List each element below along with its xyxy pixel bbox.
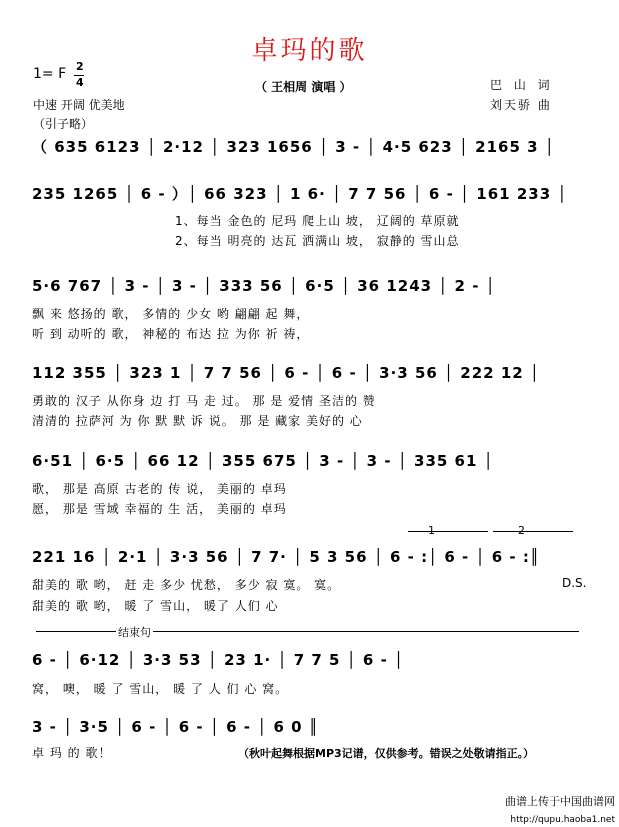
transcription-note: （秋叶起舞根据MP3记谱，仅供参考。错误之处敬请指正。） [238,747,535,760]
volta-1-label: 1 [428,524,435,537]
lyrics-line-6-verse-1: 甜美的 歌 哟， 赶 走 多少 忧愁， 多少 寂 寞。 寞。 [32,578,341,592]
time-bottom: 4 [76,76,84,89]
notation-line-8: 3 - │ 3·5 │ 6 - │ 6 - │ 6 - │ 6 0 ║ [32,718,319,736]
volta-bracket-1 [408,531,488,532]
notation-line-3: 5·6 767 │ 3 - │ 3 - │ 333 56 │ 6·5 │ 36 1243 │ 2 - │ [32,277,496,295]
lyrics-line-5-verse-2: 愿， 那是 雪域 幸福的 生 活， 美丽的 卓玛 [32,502,287,516]
footer-url[interactable]: http://qupu.haoba1.net [510,815,615,825]
lyrics-line-4-verse-1: 勇敢的 汉子 从你身 边 打 马 走 过。 那 是 爱情 圣洁的 赞 [32,394,376,408]
performer: （ 王相周 演唱 ） [255,80,352,94]
footer-text: 曲谱上传于中国曲谱网 [505,795,615,808]
lyrics-line-3-verse-1: 飘 来 悠扬的 歌， 多情的 少女 哟 翩翩 起 舞， [32,307,310,321]
key-signature: 1= F [33,66,67,82]
notation-line-1: （ 635 6123 │ 2·12 │ 323 1656 │ 3 - │ 4·5 623 │ 2165 3 │ [32,138,555,156]
lyrics-line-7: 窝， 噢， 暖 了 雪山， 暖 了 人 们 心 窝。 [32,682,289,696]
lyrics-line-6-verse-2: 甜美的 歌 哟， 暖 了 雪山， 暖了 人们 心 [32,599,279,613]
intro-note: （引子略） [33,117,94,131]
lyrics-line-3-verse-2: 听 到 动听的 歌， 神秘的 布达 拉 为你 祈 祷， [32,327,310,341]
lyrics-line-2-verse-1: 1、每当 金色的 尼玛 爬上山 坡， 辽阔的 草原就 [175,214,460,228]
tempo-marking: 中速 开阔 优美地 [33,98,125,112]
time-top: 2 [76,60,84,73]
volta-bracket-2 [493,531,573,532]
lyrics-line-2-verse-2: 2、每当 明亮的 达瓦 洒满山 坡， 寂静的 雪山总 [175,234,460,248]
notation-line-7: 6 - │ 6·12 │ 3·3 53 │ 23 1· │ 7 7 5 │ 6 - │ [32,651,405,669]
notation-line-2: 235 1265 │ 6 - ）│ 66 323 │ 1 6· │ 7 7 56 │ 6 - │ 161 233 │ [32,185,568,203]
notation-line-4: 112 355 │ 323 1 │ 7 7 56 │ 6 - │ 6 - │ 3·3 56 │ 222 12 │ [32,364,540,382]
lyrics-line-8: 卓 玛 的 歌！ [32,746,112,760]
dal-segno: D.S. [562,576,587,590]
lyrics-line-5-verse-1: 歌， 那是 高原 古老的 传 说， 美丽的 卓玛 [32,482,287,496]
composer: 刘天骄 曲 [490,98,552,112]
ending-label: 结束句 [118,626,151,639]
notation-line-5: 6·51 │ 6·5 │ 66 12 │ 355 675 │ 3 - │ 3 - │ 335 61 │ [32,452,494,470]
song-title: 卓玛的歌 [251,36,368,66]
lyrics-line-4-verse-2: 清清的 拉萨河 为 你 默 默 诉 说。 那 是 藏家 美好的 心 [32,414,363,428]
volta-2-label: 2 [518,524,525,537]
lyricist: 巴 山 词 [490,78,554,92]
notation-line-6: 221 16 │ 2·1 │ 3·3 56 │ 7 7· │ 5 3 56 │ 6 - :│ 6 - │ 6 - :║ [32,548,540,566]
